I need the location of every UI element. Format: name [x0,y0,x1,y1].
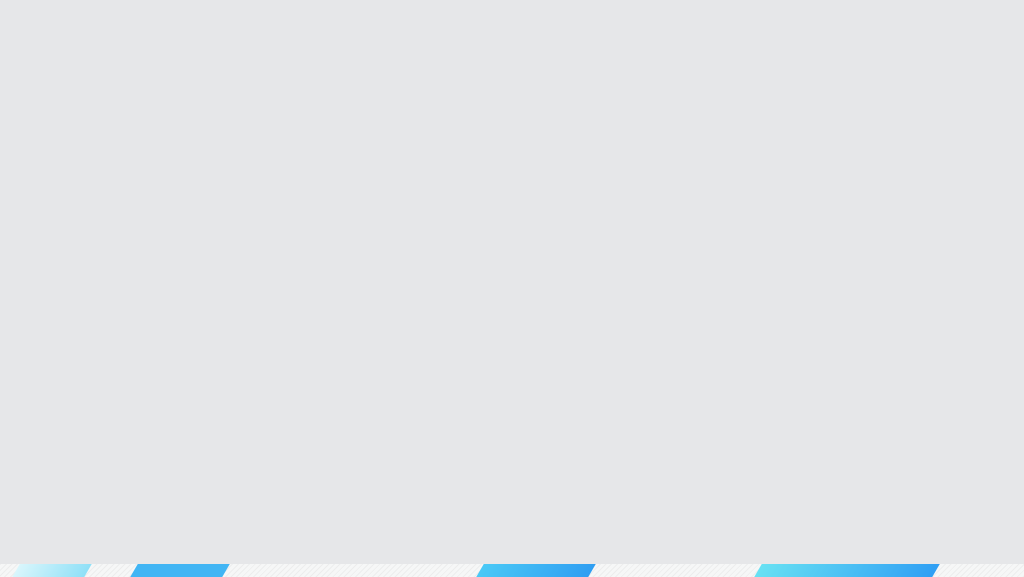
bottom-decoration-band [0,564,1024,577]
decoration-shape [130,564,230,577]
decoration-shape [754,564,940,577]
decoration-shape [476,564,596,577]
decoration-shape [12,564,92,577]
